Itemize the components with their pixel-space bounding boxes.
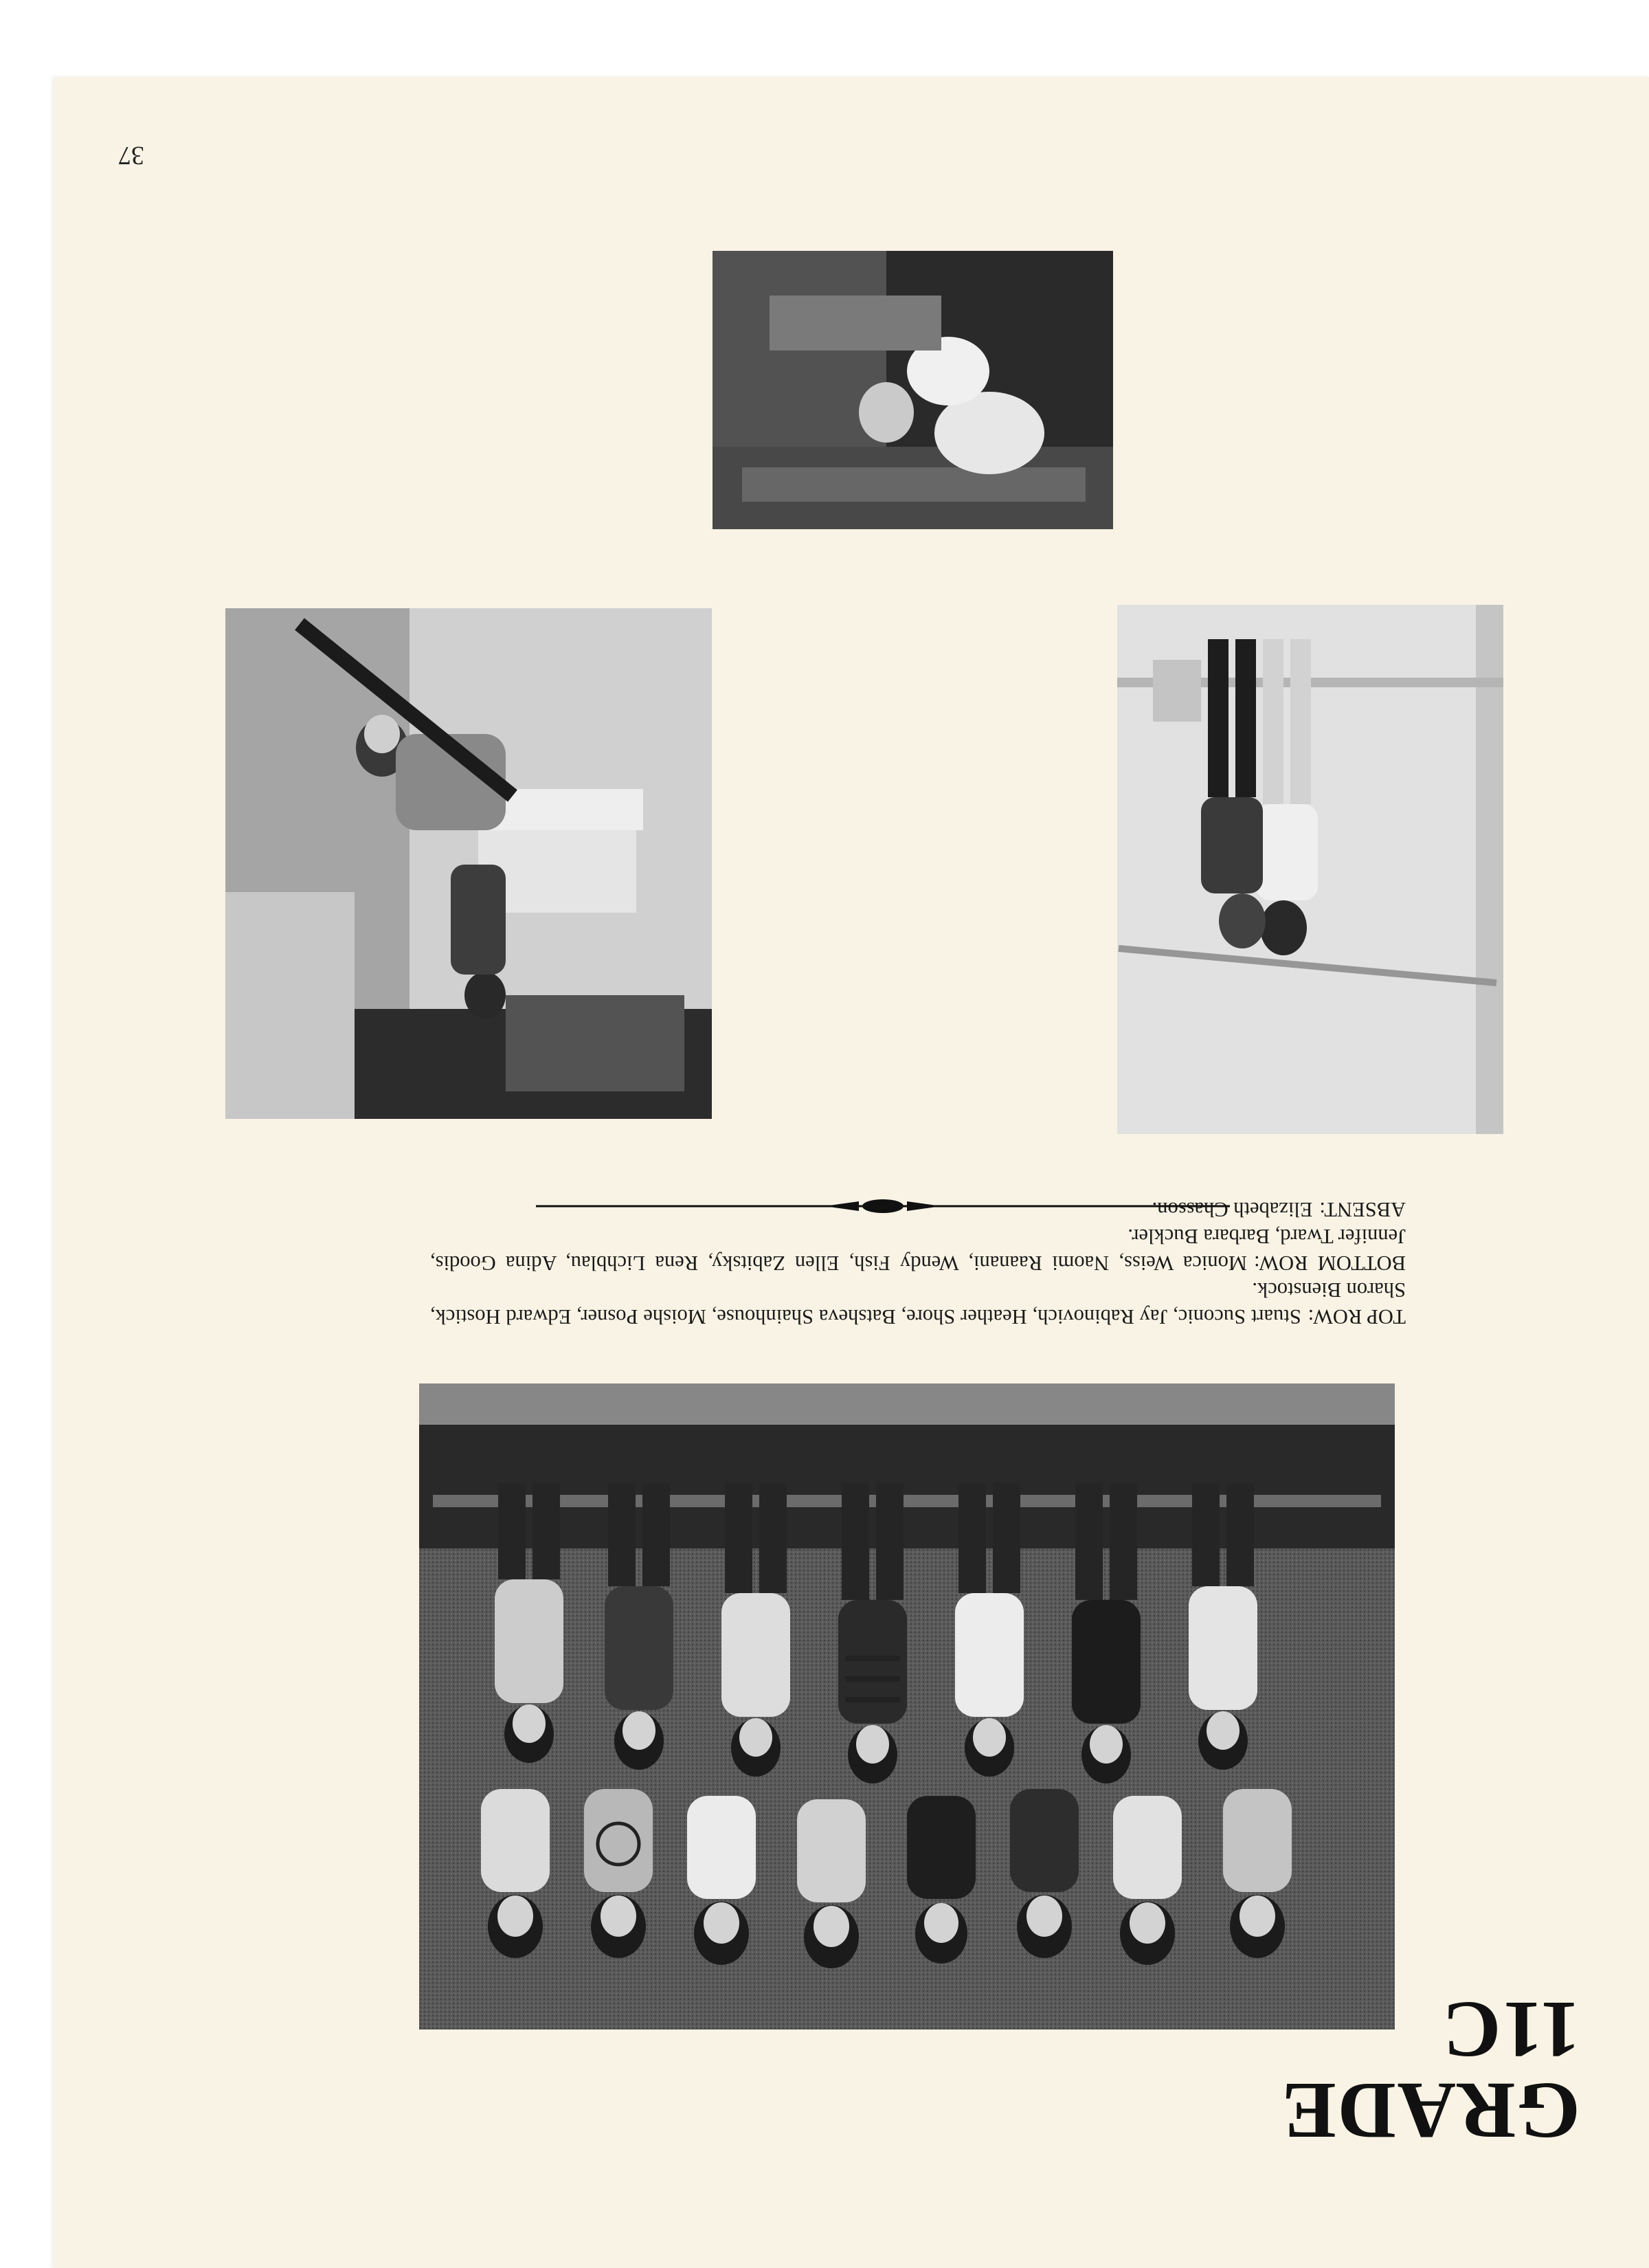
student-at-desk-photo — [713, 251, 1113, 529]
page-title: GRADE 11C — [1280, 1985, 1580, 2156]
caption-bottom-row-label: BOTTOM ROW: — [1254, 1252, 1406, 1275]
caption-top-row-label: TOP ROW: — [1308, 1305, 1406, 1328]
caption-top-row-names: Stuart Suconic, Jay Rabinovich, Heather Shore, Batsheva Shainhouse, Moishe Posner, Edward Hostick, Sharon Bienstock. — [429, 1278, 1406, 1328]
ornamental-divider-icon — [536, 1196, 1230, 1216]
caption-bottom-row — [430, 1223, 1406, 1276]
photo-icon — [713, 251, 1113, 529]
group-photo-icon — [419, 1383, 1395, 2030]
caption-top-row — [430, 1276, 1406, 1330]
teacher-at-blackboard-photo — [225, 608, 712, 1119]
caption-absent-label: ABSENT: — [1319, 1198, 1406, 1221]
two-students-hallway-photo — [1117, 605, 1503, 1134]
photo-icon — [225, 608, 712, 1119]
caption-bottom-row-names: Monica Weiss, Naomi Raanani, Wendy Fish, Ellen Zabitsky, Rena Lichblau, Adina Goodis, Jennifer Tward, Barbara Buckler. — [430, 1225, 1406, 1275]
page-number: 37 — [118, 141, 144, 170]
class-group-photo — [419, 1383, 1395, 2030]
caption-absent-names: Elizabeth Chasson. — [1152, 1198, 1313, 1221]
photo-icon — [1117, 605, 1503, 1134]
